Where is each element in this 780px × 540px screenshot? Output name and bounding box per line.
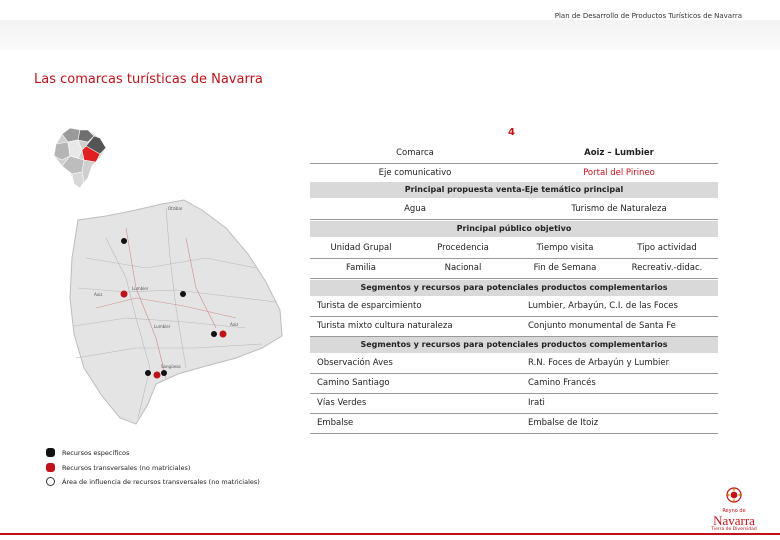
publico-col: Tiempo visita (536, 243, 594, 253)
publico-val: Familia (346, 263, 376, 273)
segment-row (310, 413, 718, 434)
comarca-label: Comarca (396, 148, 434, 158)
segmentos1-header: Segmentos y recursos para potenciales productos complementarios (310, 280, 718, 296)
legend-label: Recursos específicos (62, 448, 130, 457)
comarca-row (310, 143, 718, 164)
map-label: Lumbier (132, 286, 149, 291)
segment-name: Embalse (317, 418, 354, 428)
running-header: Plan de Desarrollo de Productos Turísticos de Navarra (554, 12, 742, 20)
logo-line2: Navarra (713, 513, 755, 528)
segment-name: Turista mixto cultura naturaleza (317, 321, 453, 331)
section-number: 4 (508, 127, 515, 138)
logo-line1: Reyno de (722, 508, 746, 514)
black-dot-icon (46, 448, 55, 457)
propuesta-left: Agua (404, 204, 426, 214)
segment-resource: Embalse de Itoiz (528, 418, 599, 428)
header-band (0, 20, 780, 50)
specific-resource-marker (121, 238, 127, 244)
legend-label: Recursos transversales (no matriciales) (62, 463, 191, 472)
segment-resource: Irati (528, 398, 545, 408)
publico-header: Principal público objetivo (310, 221, 718, 237)
comarca-value: Aoiz – Lumbier (584, 148, 654, 158)
ring-icon (46, 477, 55, 486)
legend-label: Área de influencia de recursos transversales (no matriciales) (62, 477, 260, 486)
publico-cols-row (310, 238, 718, 259)
publico-col: Tipo actividad (637, 243, 697, 253)
segment-resource: Lumbier, Arbayún, C.I. de las Foces (528, 301, 678, 311)
segment-name: Vías Verdes (317, 398, 367, 408)
segmentos2-header: Segmentos y recursos para potenciales productos complementarios (310, 337, 718, 353)
logo-line3: Tierra de Diversidad (711, 527, 757, 532)
map-label: Sangüesa (161, 364, 181, 369)
segment-row (310, 316, 718, 337)
footer-line (0, 533, 780, 535)
specific-resource-marker (145, 370, 151, 376)
publico-col: Procedencia (437, 243, 489, 253)
segment-row (310, 353, 718, 374)
publico-vals-row (310, 258, 718, 279)
map-label: Aoiz (94, 292, 103, 297)
segment-name: Observación Aves (317, 358, 393, 368)
segment-resource: R.N. Foces de Arbayún y Lumbier (528, 358, 670, 368)
publico-col: Unidad Grupal (330, 243, 392, 253)
specific-resource-marker (180, 291, 186, 297)
map-label: Lumbier (154, 324, 171, 329)
page-title: Las comarcas turísticas de Navarra (34, 72, 263, 87)
segment-resource: Conjunto monumental de Santa Fe (528, 321, 676, 331)
legend-item (46, 448, 129, 457)
propuesta-row (310, 199, 718, 220)
comarca-map (66, 198, 286, 430)
segment-resource: Camino Francés (528, 378, 596, 388)
propuesta-right: Turismo de Naturaleza (571, 204, 667, 214)
eje-value: Portal del Pirineo (583, 167, 655, 178)
propuesta-header: Principal propuesta venta-Eje temático principal (310, 182, 718, 198)
map-label: Aoiz (230, 322, 239, 327)
segment-name: Camino Santiago (317, 378, 390, 388)
specific-resource-marker (211, 331, 217, 337)
red-dot-icon (46, 463, 55, 472)
legend-item (46, 477, 260, 486)
segment-row (310, 373, 718, 394)
emblem-icon (725, 486, 743, 504)
eje-label: Eje comunicativo (378, 167, 452, 178)
publico-val: Recreativ.-didac. (631, 263, 703, 273)
transversal-resource-marker (121, 291, 128, 298)
segment-row (310, 393, 718, 414)
segment-name: Turista de esparcimiento (317, 301, 422, 311)
specific-resource-marker (161, 370, 167, 376)
eje-row (310, 163, 718, 183)
publico-val: Nacional (444, 263, 482, 273)
legend-item (46, 463, 190, 472)
locator-map (48, 126, 120, 190)
transversal-resource-marker (220, 331, 227, 338)
publico-val: Fin de Semana (533, 263, 597, 273)
map-label: Otzibar (168, 206, 183, 211)
transversal-resource-marker (154, 372, 161, 379)
segment-row (310, 296, 718, 317)
navarra-logo (706, 486, 762, 532)
